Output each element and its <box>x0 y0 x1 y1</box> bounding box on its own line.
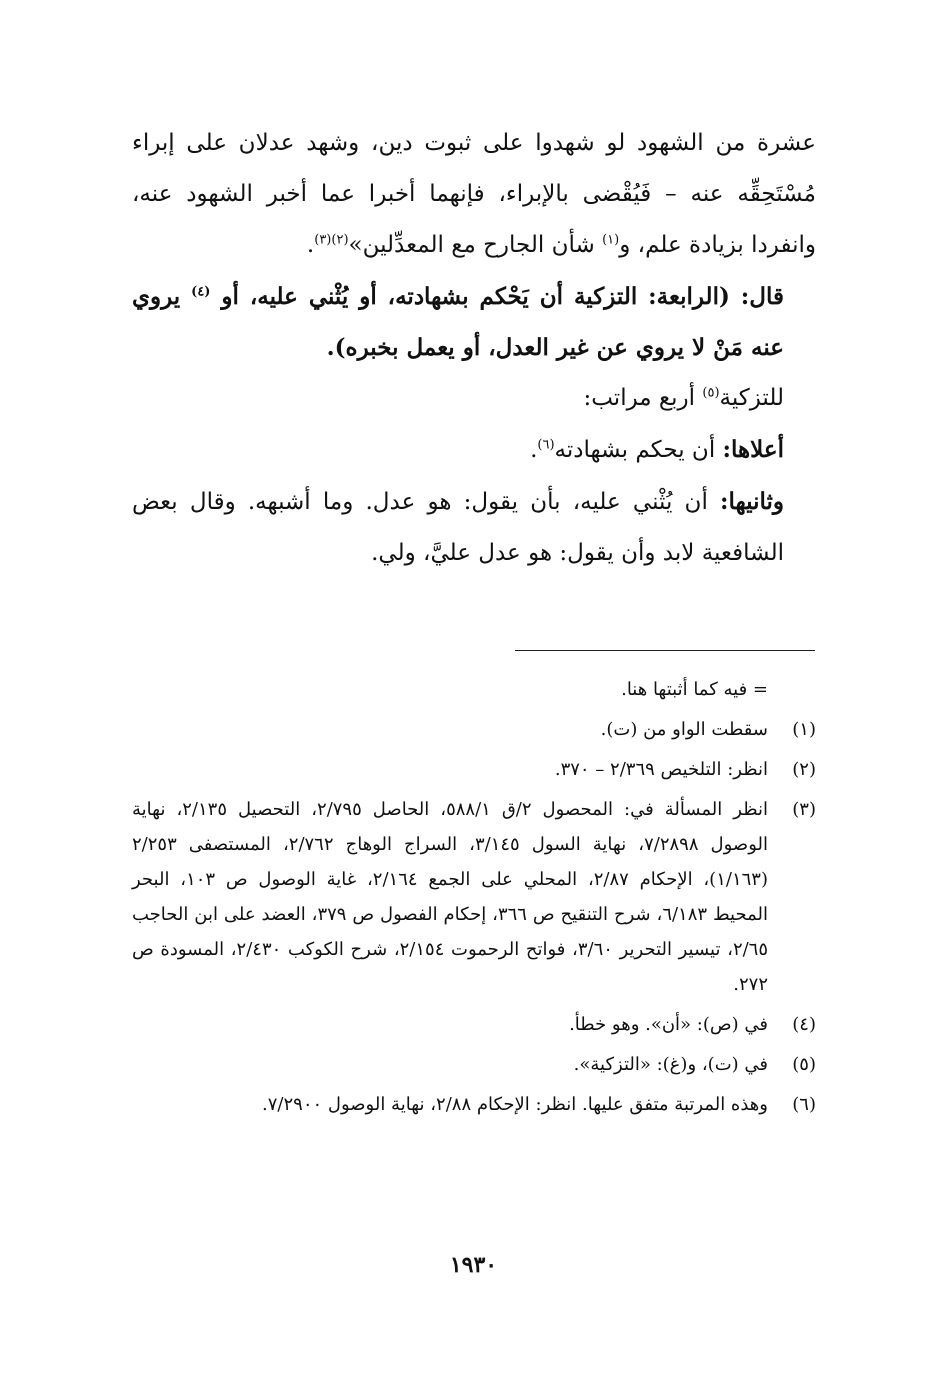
paragraph-5: وثانيها: أن يُثْني عليه، بأن يقول: هو عدل. وما أشبهه. وقال بعض الشافعية لابد وأن يقول: هو عدل عليَّ، ولي. <box>132 488 784 566</box>
paragraph-2-quote: قال: (الرابعة: التزكية أن يَحْكم بشهادته، أو يُثْني عليه، أو $^{(٤)}$ يروي عنه مَنْ لا يروي عن غير العدل، أو يعمل بخبره). <box>132 283 784 361</box>
footnote-text: في (ص): «أن». وهو خطأ. <box>569 1014 768 1035</box>
footnote-number: (٤) <box>792 1014 816 1035</box>
footnote-number: (١) <box>792 719 816 740</box>
main-text <box>132 118 816 579</box>
footnote-2 <box>132 752 816 787</box>
page-number: ١٩٣٠ <box>449 1252 498 1278</box>
footnotes <box>132 672 816 1127</box>
footnote-text: وهذه المرتبة متفق عليها. انظر: الإحكام ٢/٨٨، نهاية الوصول ٧/٢٩٠٠. <box>262 1094 768 1115</box>
footnote-text: سقطت الواو من (ت). <box>600 719 768 740</box>
footnote-6 <box>132 1087 816 1122</box>
footnote-ref-1: (١) <box>602 232 620 248</box>
footnote-text: انظر المسألة في: المحصول ٢/ق ٥٨٨/١، الحاصل ٢/٧٩٥، التحصيل ٢/١٣٥، نهاية الوصول ٧/٢٨٩٨، نهاية السول ٣/١٤٥، السراج الوهاج ٢/٧٦٢، المستصفى ٢/٢٥٣ (١/١٦٣)، الإحكام ٢/٨٧، المحلي على الجمع ٢/١٦٤، غاية الوصول ص ١٠٣، البحر المحيط ٦/١٨٣، شرح التنقيح ص ٣٦٦، إحكام الفصول ص ٣٧٩، العضد على ابن الحاجب ٢/٦٥، تيسير التحرير ٣/٦٠، فواتح الرحموت ٢/١٥٤، شرح الكوكب ٢/٤٣٠، المسودة ص ٢٧٢. <box>132 799 769 995</box>
paragraph-4: أعلاها: أن يحكم بشهادته$^{(٦)}$. <box>530 436 784 463</box>
footnote-number: (٦) <box>792 1094 816 1115</box>
footnote-4 <box>132 1007 816 1042</box>
footnote-continuation: = فيه كما أثبتها هنا. <box>621 679 768 700</box>
footnote-number: (٣) <box>792 799 816 820</box>
footnote-3 <box>132 792 816 1002</box>
footnote-ref-6: (٦) <box>537 437 555 453</box>
footnote-divider <box>515 650 815 651</box>
footnote-number: (٥) <box>792 1054 816 1075</box>
footnote-5 <box>132 1047 816 1082</box>
rank-label-first: أعلاها: <box>722 436 784 463</box>
paragraph-3: للتزكية$^{(٥)}$ أربع مراتب: <box>583 385 784 411</box>
footnote-text: في (ت)، و(غ): «التزكية». <box>573 1054 768 1075</box>
rank-label-second: وثانيها: <box>720 488 784 515</box>
footnote-ref-2-3: (٢)(٣) <box>314 232 349 248</box>
paragraph-1: عشرة من الشهود لو شهدوا على ثبوت دين، وشهد عدلان على إبراء مُسْتَحِقِّه عنه – فَيُقْضى بالإبراء، فإنهما أخبرا عما أخبر الشهود عنه، وانفردا بزيادة علم، و$^{(١)}$ شأن الجارح مع المعدِّلين»$^{(٢)(٣)}$. <box>132 130 816 258</box>
footnote-ref-5: (٥) <box>702 385 720 401</box>
footnote-1 <box>132 712 816 747</box>
footnote-ref-4: (٤) <box>191 284 211 300</box>
footnote-number: (٢) <box>792 759 816 780</box>
footnote-text: انظر: التلخيص ٢/٣٦٩ – ٣٧٠. <box>554 759 768 780</box>
